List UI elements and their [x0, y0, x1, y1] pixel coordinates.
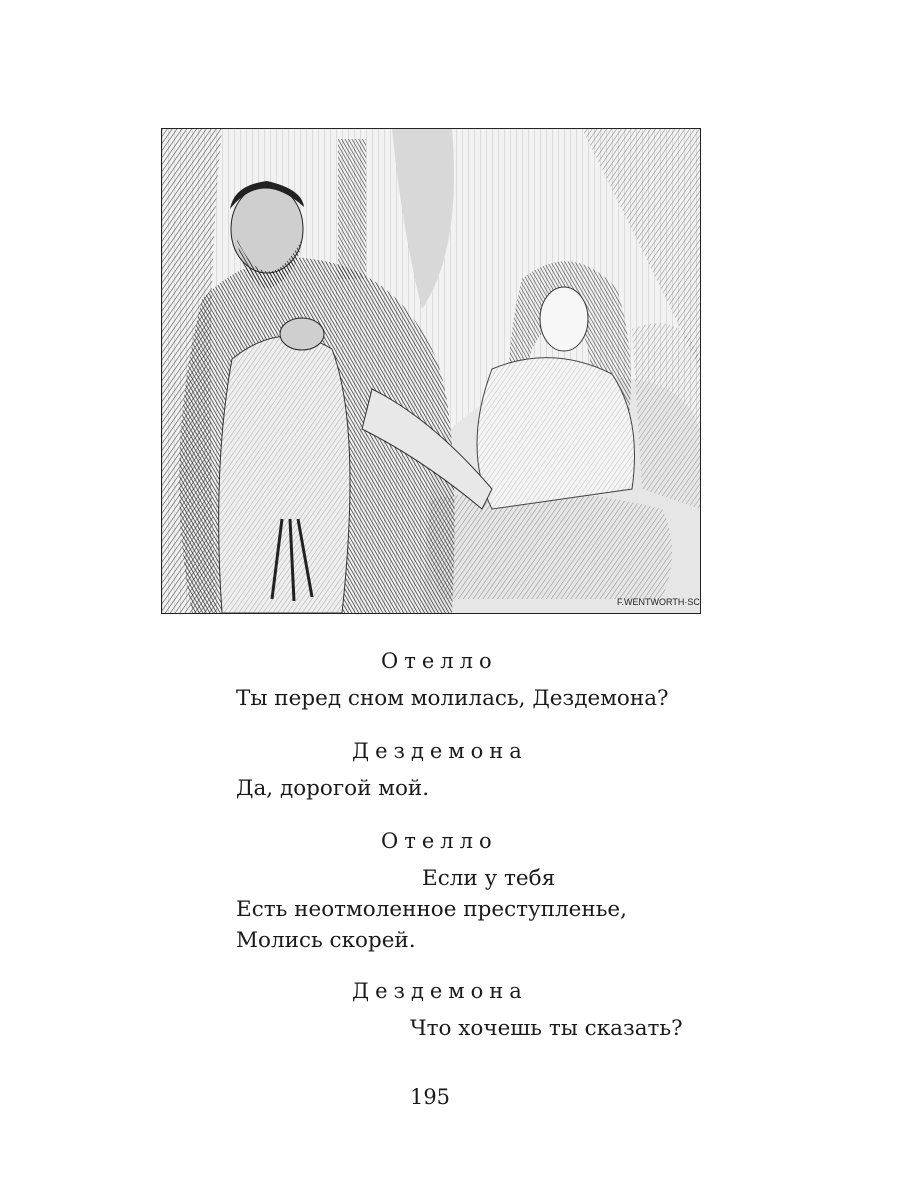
engraving-illustration — [161, 128, 701, 614]
dialogue-line: Молись скорей. — [236, 928, 416, 953]
dialogue-line: Что хочешь ты сказать? — [410, 1016, 683, 1041]
speaker-desdemona: Дездемона — [352, 979, 528, 1003]
page-number: 195 — [409, 1085, 451, 1109]
engraver-signature: F.WENTWORTH·SC — [617, 597, 700, 607]
dialogue-line: Да, дорогой мой. — [236, 776, 430, 801]
speaker-othello: Отелло — [381, 649, 498, 673]
speaker-desdemona: Дездемона — [352, 739, 528, 763]
dialogue-line: Если у тебя — [422, 866, 556, 891]
dialogue-line: Ты перед сном молилась, Дездемона? — [236, 686, 669, 711]
speaker-othello: Отелло — [381, 829, 498, 853]
dialogue-line: Есть неотмоленное преступленье, — [236, 897, 627, 922]
